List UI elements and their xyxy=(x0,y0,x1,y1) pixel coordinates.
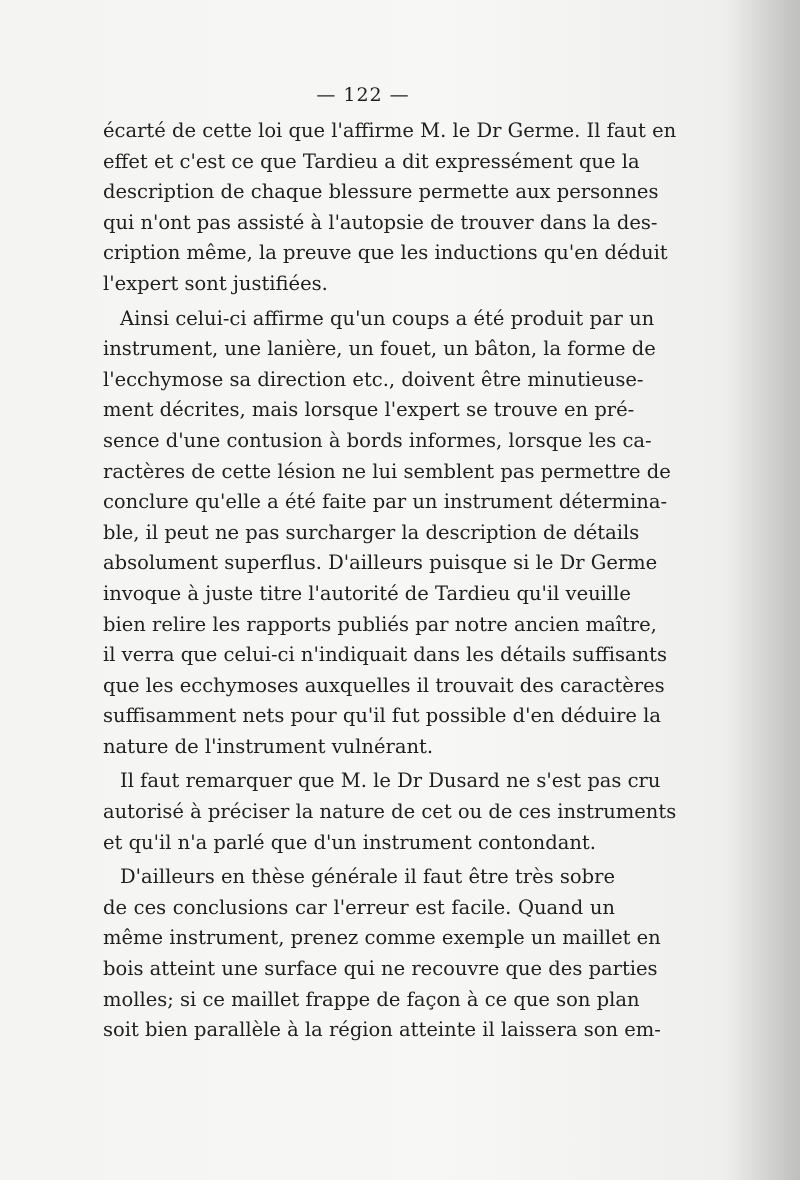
text-line: sence d'une contusion à bords informes, lorsque les ca- xyxy=(103,428,652,452)
text-line: instrument, une lanière, un fouet, un bâton, la forme de xyxy=(103,337,656,361)
text-line: l'expert sont justifiées. xyxy=(103,271,328,295)
paragraph-1 xyxy=(103,116,677,300)
text-line: absolument superflus. D'ailleurs puisque si le Dr Germe xyxy=(103,551,658,575)
text-line: effet et c'est ce que Tardieu a dit expressément que la xyxy=(103,149,640,173)
text-line: soit bien parallèle à la région atteinte il laissera son em- xyxy=(103,1018,661,1042)
paragraph-3 xyxy=(103,766,677,858)
text-line: l'ecchymose sa direction etc., doivent être minutieuse- xyxy=(103,367,644,391)
text-line: bien relire les rapports publiés par notre ancien maître, xyxy=(103,612,657,636)
paragraph-2 xyxy=(103,304,671,763)
text-line: suffisamment nets pour qu'il fut possible d'en déduire la xyxy=(103,704,662,728)
text-line: même instrument, prenez comme exemple un maillet en xyxy=(103,926,661,950)
text-line: Il faut remarquer que M. le Dr Dusard ne s'est pas cru xyxy=(120,769,661,793)
text-line: D'ailleurs en thèse générale il faut être très sobre xyxy=(120,865,615,889)
text-line: autorisé à préciser la nature de cet ou de ces instruments xyxy=(103,800,677,824)
text-line: conclure qu'elle a été faite par un instrument détermina- xyxy=(103,490,668,514)
text-line: ractères de cette lésion ne lui semblent pas permettre de xyxy=(103,459,671,483)
body-text xyxy=(103,116,677,1046)
text-line: nature de l'instrument vulnérant. xyxy=(103,734,434,758)
text-line: cription même, la preuve que les inductions qu'en déduit xyxy=(103,241,668,265)
text-line: molles; si ce maillet frappe de façon à ce que son plan xyxy=(103,987,640,1011)
page-edge-shadow xyxy=(728,0,800,1180)
text-line: ment décrites, mais lorsque l'expert se trouve en pré- xyxy=(103,398,635,422)
paragraph-4 xyxy=(103,862,661,1046)
text-line: description de chaque blessure permette aux personnes xyxy=(103,180,659,204)
text-line: et qu'il n'a parlé que d'un instrument contondant. xyxy=(103,830,596,854)
page-number: — 122 — xyxy=(316,84,410,106)
text-line: de ces conclusions car l'erreur est facile. Quand un xyxy=(103,895,615,919)
text-line: bois atteint une surface qui ne recouvre que des parties xyxy=(103,957,658,981)
text-line: écarté de cette loi que l'affirme M. le Dr Germe. Il faut en xyxy=(103,119,677,142)
text-line: que les ecchymoses auxquelles il trouvait des caractères xyxy=(103,673,665,697)
text-line: il verra que celui-ci n'indiquait dans les détails suffisants xyxy=(103,643,667,667)
text-line: Ainsi celui-ci affirme qu'un coups a été produit par un xyxy=(120,306,655,330)
text-line: ble, il peut ne pas surcharger la description de détails xyxy=(103,520,640,544)
text-line: qui n'ont pas assisté à l'autopsie de trouver dans la des- xyxy=(103,210,658,234)
text-line: invoque à juste titre l'autorité de Tardieu qu'il veuille xyxy=(103,581,631,605)
